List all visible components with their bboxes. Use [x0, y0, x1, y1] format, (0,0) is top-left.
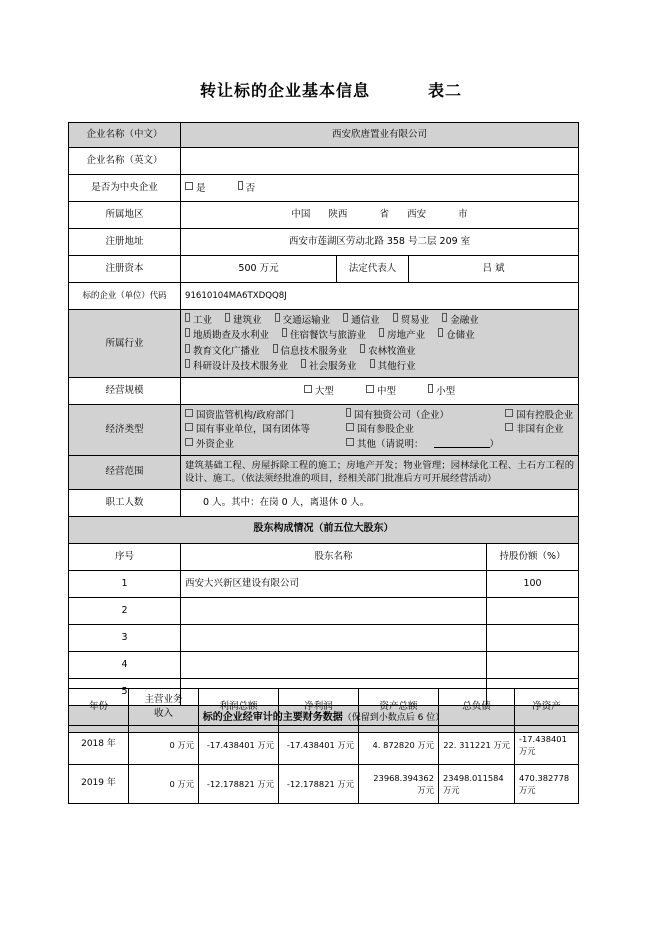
table-row-economic-type — [69, 405, 579, 456]
financial-header-row — [69, 689, 579, 726]
checkbox-econ-2-0[interactable] — [185, 438, 333, 452]
industry-options — [181, 310, 579, 378]
option-label: 社会服务业 — [309, 360, 357, 372]
label-central-enterprise: 是否为中央企业 — [69, 175, 181, 202]
checkbox-industry-3-1[interactable] — [301, 359, 357, 374]
checkbox-industry-1-1[interactable] — [282, 328, 366, 343]
label-capital: 注册资本 — [69, 256, 181, 283]
checkbox-central-no[interactable] — [238, 181, 256, 196]
option-label: 工业 — [193, 315, 213, 326]
shareholder-name — [181, 597, 487, 624]
financial-data-row — [69, 726, 579, 765]
column-header-year: 年份 — [69, 689, 129, 726]
column-header-share-percent: 持股份额（%） — [487, 543, 579, 570]
checkbox-econ-0-0[interactable] — [185, 409, 333, 423]
checkbox-icon — [442, 313, 447, 322]
shareholder-index: 3 — [69, 624, 181, 651]
shareholder-share — [487, 597, 579, 624]
shareholder-share — [487, 651, 579, 678]
shareholder-share: 100 — [487, 570, 579, 597]
option-label: 通信业 — [351, 315, 380, 326]
financial-net-assets: 470.382778 万元 — [515, 765, 579, 804]
shareholders-section-title: 股东构成情况（前五位大股东） — [69, 516, 579, 543]
checkbox-industry-2-0[interactable] — [185, 344, 260, 359]
shareholder-index: 5 — [69, 678, 181, 705]
option-label: 交通运输业 — [282, 315, 331, 326]
column-header-revenue-line2: 收入 — [153, 708, 173, 719]
column-header-shareholder-name: 股东名称 — [181, 543, 487, 570]
label-name-cn: 企业名称（中文） — [69, 123, 181, 148]
checkbox-icon — [301, 359, 306, 368]
financial-liabilities: 23498.011584 万元 — [439, 765, 515, 804]
shareholder-index: 4 — [69, 651, 181, 678]
shareholder-index: 2 — [69, 597, 181, 624]
option-label: 国资监管机构/政府部门 — [196, 410, 295, 421]
table-row-shareholder — [69, 597, 579, 624]
option-label: 教育文化广播业 — [193, 345, 260, 357]
checkbox-icon — [360, 344, 365, 353]
checkbox-econ-0-1[interactable] — [346, 408, 492, 423]
checkbox-icon — [185, 438, 193, 446]
option-label: 其他（请说明： — [357, 438, 424, 450]
option-label: 农林牧渔业 — [368, 345, 416, 357]
checkbox-industry-2-2[interactable] — [360, 344, 416, 359]
label-business-scope: 经营范围 — [69, 455, 181, 489]
value-name-cn: 西安欣唐置业有限公司 — [181, 123, 579, 148]
option-label-close: ） — [489, 438, 500, 450]
financials-title-note: （保留到小数点后 6 位） — [342, 713, 445, 724]
table-row-shareholder — [69, 570, 579, 597]
option-label: 仓储业 — [446, 330, 475, 342]
checkbox-econ-1-0[interactable] — [185, 423, 333, 437]
checkbox-icon — [273, 344, 278, 353]
checkbox-icon — [393, 313, 398, 322]
table-row-central-enterprise — [69, 175, 579, 202]
shareholder-name — [181, 624, 487, 651]
industry-option-row — [185, 359, 574, 374]
checkbox-icon — [185, 328, 190, 337]
checkbox-icon — [346, 408, 351, 417]
option-label: 建筑业 — [233, 315, 262, 326]
scale-options — [181, 378, 579, 405]
checkbox-econ-2-1[interactable] — [346, 438, 424, 452]
central-enterprise-options — [181, 175, 579, 202]
checkbox-icon — [282, 328, 287, 337]
table-row-capital — [69, 256, 579, 283]
checkbox-industry-1-0[interactable] — [185, 328, 269, 343]
option-label: 国有事业单位，国有团体等 — [196, 424, 311, 436]
checkbox-icon — [346, 438, 354, 446]
option-label: 大型 — [314, 385, 334, 397]
checkbox-industry-0-2[interactable] — [275, 313, 331, 328]
financial-revenue: 0 万元 — [129, 765, 199, 804]
option-label: 地质勘查及水利业 — [193, 330, 270, 342]
enterprise-info-table — [68, 122, 579, 733]
checkbox-central-yes[interactable] — [185, 182, 206, 196]
table-row-industry — [69, 310, 579, 378]
checkbox-econ-1-2[interactable] — [505, 423, 564, 437]
checkbox-icon — [185, 344, 190, 353]
checkbox-icon — [366, 385, 374, 393]
checkbox-icon — [185, 359, 190, 368]
page-title-text: 转让标的企业基本信息 — [199, 81, 370, 100]
checkbox-central-no-label: 否 — [245, 182, 256, 194]
region-country: 中国 — [291, 209, 311, 221]
checkbox-icon — [438, 328, 443, 337]
checkbox-industry-1-2[interactable] — [379, 328, 425, 343]
checkbox-econ-1-1[interactable] — [346, 423, 492, 437]
label-address: 注册地址 — [69, 229, 181, 256]
checkbox-icon — [304, 385, 312, 393]
financials-title-text: 标的企业经审计的主要财务数据 — [202, 712, 343, 724]
checkbox-icon — [343, 313, 348, 322]
column-header-net-assets: 净资产 — [515, 689, 579, 726]
financial-assets: 4. 872820 万元 — [359, 726, 439, 765]
region-city: 西安 — [407, 209, 427, 221]
table-row-scale — [69, 378, 579, 405]
label-scale: 经营规模 — [69, 378, 181, 405]
table-row-shareholder — [69, 651, 579, 678]
financial-year: 2018 年 — [69, 726, 129, 765]
region-province: 陕西 — [328, 209, 348, 221]
value-employees: 0 人。其中：在岗 0 人，离退休 0 人。 — [181, 489, 579, 516]
other-specify-input[interactable] — [434, 439, 490, 448]
checkbox-industry-2-1[interactable] — [273, 344, 348, 359]
label-unit-code: 标的企业（单位）代码 — [69, 283, 181, 310]
option-label: 中型 — [377, 385, 397, 397]
label-legal-rep: 法定代表人 — [337, 256, 409, 283]
option-label: 其他行业 — [377, 360, 416, 372]
value-name-en — [181, 148, 579, 175]
table-row-region — [69, 202, 579, 229]
option-label: 外资企业 — [196, 438, 235, 450]
value-address: 西安市莲湖区劳动北路 358 号二层 209 室 — [181, 229, 579, 256]
checkbox-icon — [379, 328, 384, 337]
option-label: 国有参股企业 — [357, 424, 415, 436]
economic-type-options — [181, 405, 579, 456]
region-province-unit: 省 — [379, 209, 390, 221]
checkbox-icon — [505, 409, 513, 417]
label-industry: 所属行业 — [69, 310, 181, 378]
table-row-shareholders-header — [69, 543, 579, 570]
checkbox-icon — [428, 384, 433, 393]
checkbox-icon — [185, 423, 193, 431]
shareholder-name: 西安大兴新区建设有限公司 — [181, 570, 487, 597]
financial-net-profit: -17.438401 万元 — [279, 726, 359, 765]
value-capital: 500 万元 — [181, 256, 337, 283]
checkbox-icon — [346, 423, 354, 431]
financial-revenue: 0 万元 — [129, 726, 199, 765]
industry-option-row — [185, 328, 574, 343]
option-label: 金融业 — [450, 315, 479, 326]
checkbox-industry-0-3[interactable] — [343, 313, 380, 328]
checkbox-icon — [185, 182, 193, 190]
checkbox-industry-0-0[interactable] — [185, 313, 212, 328]
financial-profit-total: -12.178821 万元 — [199, 765, 279, 804]
value-business-scope: 建筑基础工程、房屋拆除工程的施工；房地产开发；物业管理；园林绿化工程、土石方工程的设计、施工。（依法须经批准的项目，经相关部门批准后方可开展经营活动） — [181, 455, 579, 489]
financial-data-table — [68, 688, 579, 804]
table-row-shareholders-title — [69, 516, 579, 543]
checkbox-icon — [370, 359, 375, 368]
table-row-name-cn — [69, 123, 579, 148]
shareholder-share — [487, 624, 579, 651]
label-employees: 职工人数 — [69, 489, 181, 516]
checkbox-industry-0-1[interactable] — [225, 313, 262, 328]
financial-liabilities: 22. 311221 万元 — [439, 726, 515, 765]
shareholder-index: 1 — [69, 570, 181, 597]
option-label: 国有独资公司（企业） — [354, 410, 450, 421]
option-label: 非国有企业 — [516, 424, 564, 436]
column-header-net-profit: 净利润 — [279, 689, 359, 726]
financial-year: 2019 年 — [69, 765, 129, 804]
financial-assets: 23968.394362 万元 — [359, 765, 439, 804]
column-header-revenue-line1: 主营业务 — [144, 694, 183, 706]
column-header-index: 序号 — [69, 543, 181, 570]
checkbox-econ-0-2[interactable] — [505, 409, 573, 423]
industry-option-row — [185, 313, 574, 328]
table-row-business-scope — [69, 455, 579, 489]
checkbox-industry-1-3[interactable] — [438, 328, 475, 343]
table-row-shareholder — [69, 624, 579, 651]
checkbox-icon — [505, 423, 513, 431]
column-header-revenue — [129, 689, 199, 726]
table-row-address — [69, 229, 579, 256]
option-label: 信息技术服务业 — [280, 345, 348, 357]
checkbox-scale-medium[interactable] — [366, 385, 396, 399]
option-label: 住宿餐饮与旅游业 — [290, 330, 367, 342]
value-legal-rep: 吕 斌 — [409, 256, 579, 283]
checkbox-icon — [185, 409, 193, 417]
checkbox-industry-0-4[interactable] — [393, 313, 430, 328]
option-label: 小型 — [436, 385, 456, 397]
checkbox-central-yes-label: 是 — [196, 182, 206, 194]
region-city-unit: 市 — [458, 209, 468, 221]
industry-option-row — [185, 344, 574, 359]
checkbox-icon — [225, 313, 230, 322]
column-header-assets: 资产总额 — [359, 689, 439, 726]
economic-option-row — [185, 423, 574, 437]
checkbox-icon — [275, 313, 280, 322]
financial-profit-total: -17.438401 万元 — [199, 726, 279, 765]
column-header-profit-total: 利润总额 — [199, 689, 279, 726]
checkbox-icon — [185, 313, 190, 322]
table-row-name-en — [69, 148, 579, 175]
page-title — [0, 78, 662, 101]
financial-net-profit: -12.178821 万元 — [279, 765, 359, 804]
value-region — [181, 202, 579, 229]
option-label: 房地产业 — [387, 330, 426, 342]
checkbox-scale-large[interactable] — [304, 385, 334, 399]
label-region: 所属地区 — [69, 202, 181, 229]
checkbox-industry-0-5[interactable] — [442, 313, 479, 328]
financial-net-assets: -17.438401 万元 — [515, 726, 579, 765]
checkbox-icon — [238, 181, 243, 190]
option-label: 贸易业 — [400, 315, 430, 326]
label-economic-type: 经济类型 — [69, 405, 181, 456]
value-unit-code: 91610104MA6TXDQQ8J — [181, 283, 579, 310]
shareholder-name — [181, 651, 487, 678]
column-header-liabilities: 总负债 — [439, 689, 515, 726]
economic-option-row — [185, 438, 574, 452]
label-name-en: 企业名称（英文） — [69, 148, 181, 175]
economic-option-row — [185, 408, 574, 423]
checkbox-industry-3-2[interactable] — [370, 359, 416, 374]
table-row-unit-code — [69, 283, 579, 310]
option-label: 科研设计及技术服务业 — [193, 360, 289, 372]
option-label: 国有控股企业 — [516, 410, 574, 421]
financial-data-row — [69, 765, 579, 804]
table-row-employees — [69, 489, 579, 516]
checkbox-scale-small[interactable] — [428, 384, 455, 399]
checkbox-industry-3-0[interactable] — [185, 359, 288, 374]
sheet-label: 表二 — [428, 81, 463, 100]
